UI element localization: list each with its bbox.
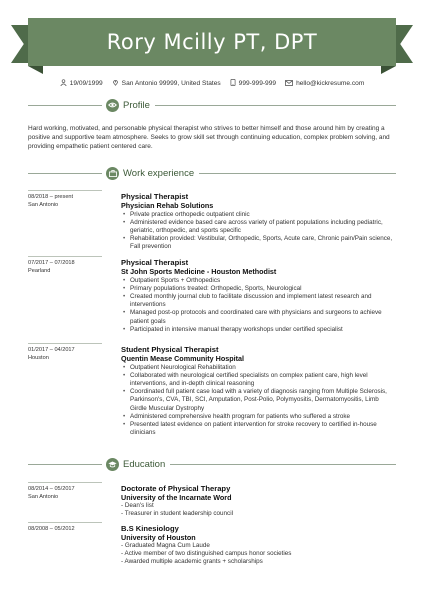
contact-birthdate <box>60 79 103 88</box>
employer: Physician Rehab Solutions <box>121 201 214 210</box>
phone-text: 999-999-999 <box>238 80 277 87</box>
detail-list <box>121 502 396 518</box>
contact-address <box>112 79 221 88</box>
bullet-item: • Coordinated full patient case load with a variety of diagnosis ranging from Multiple Sclerosis, Parkinson's, CVA, TBI, SCI, Amputation, Post-Polio, Polymyositis, Dermatomyositis, Limb Girdle Muscular Dystrophy <box>121 388 396 413</box>
entry-body <box>121 524 396 567</box>
email-text[interactable]: hello@kickresume.com <box>296 80 365 87</box>
ribbon-fold-right <box>381 66 396 74</box>
bullet-item: • Presented latest evidence on patient intervention for stroke recovery to certified in-house clinicians <box>121 421 396 437</box>
section-title: Education <box>123 458 166 470</box>
section-title: Profile <box>123 99 150 111</box>
work-section-header <box>28 166 396 180</box>
person-icon <box>60 79 67 88</box>
entry-location: Pearland <box>28 268 51 274</box>
contact-row <box>0 79 424 88</box>
bullet-item: • Primary populations treated: Orthopedic, Sports, Neurological <box>121 285 396 293</box>
profile-section-header <box>28 98 396 112</box>
detail-item: - Active member of two distinguished campus honor societies <box>121 550 292 558</box>
entry-location: Houston <box>28 355 49 361</box>
education-section-header <box>28 457 396 471</box>
bullet-item: • Rehabilitation provided: Vestibular, Orthopedic, Sports, Acute care, Chronic pain/Pain science, Fall prevention <box>121 235 396 251</box>
job-title: Physical Therapist <box>121 258 189 267</box>
school-name: University of the Incarnate Word <box>121 493 232 502</box>
detail-item: - Dean's list <box>121 502 154 509</box>
bullet-item: • Participated in intensive manual therapy workshops under certified specialist <box>121 326 396 334</box>
entry-divider <box>28 522 102 523</box>
employer: Quentin Mease Community Hospital <box>121 354 245 363</box>
detail-item: - Treasurer in student leadership council <box>121 510 234 518</box>
entry-divider <box>28 190 102 191</box>
entry-location: San Antonio <box>28 202 59 208</box>
school-name: University of Houston <box>121 533 196 542</box>
entry-divider <box>28 343 102 344</box>
candidate-name: Rory Mcilly PT, DPT <box>106 30 318 54</box>
entry-meta <box>28 193 120 209</box>
divider <box>28 464 102 465</box>
bullet-item: • Collaborated with neurological certified specialists on complex patient care, high level interventions, and in-depth clinical reasoning <box>121 372 396 388</box>
bullet-item: • Created monthly journal club to facilitate discussion and implement latest research and interventions <box>121 293 396 309</box>
divider <box>170 464 396 465</box>
entry-body <box>121 484 396 518</box>
entry-body <box>121 258 396 334</box>
entry-divider <box>28 256 102 257</box>
ribbon-main <box>28 18 396 66</box>
job-title: Physical Therapist <box>121 192 189 201</box>
bullet-list <box>121 277 396 334</box>
contact-phone <box>230 79 276 88</box>
phone-icon <box>230 79 236 88</box>
section-title: Work experience <box>123 167 195 179</box>
detail-item: - Awarded multiple academic grants + scholarships <box>121 558 263 566</box>
divider <box>28 105 102 106</box>
bullet-list <box>121 364 396 438</box>
entry-meta <box>28 346 120 362</box>
bullet-item: • Outpatient Sports + Orthopedics <box>121 277 396 285</box>
entry-dates: 01/2017 – 04/2017 <box>28 347 75 353</box>
divider <box>28 173 102 174</box>
bullet-item: • Administered evidence based care across variety of patient populations including pediatric, geriatric, orthopedic, and sports specific <box>121 219 396 235</box>
entry-meta <box>28 485 120 501</box>
profile-summary: Hard working, motivated, and personable physical therapist who strives to better himself and those around him by creating a positive and supportive team atmosphere. Seeks to grow skill set through continuing education, complex problem solving, and providing empathetic patient centered care. <box>28 125 390 150</box>
entry-divider <box>28 482 102 483</box>
entry-dates: 08/2014 – 05/2017 <box>28 486 75 492</box>
entry-dates: 08/2008 – 05/2012 <box>28 526 75 532</box>
briefcase-icon <box>106 167 119 180</box>
address-text: San Antonio 99999, United States <box>121 80 221 87</box>
bullet-item: • Administered comprehensive health program for patients who suffered a stroke <box>121 413 396 421</box>
entry-dates: 08/2018 – present <box>28 194 74 200</box>
envelope-icon <box>285 80 293 88</box>
eye-icon <box>106 99 119 112</box>
location-pin-icon <box>112 79 119 88</box>
entry-meta <box>28 525 120 533</box>
divider <box>199 173 396 174</box>
divider <box>155 105 396 106</box>
detail-item: - Graduated Magna Cum Laude <box>121 542 210 549</box>
employer: St John Sports Medicine - Houston Methodist <box>121 267 277 276</box>
detail-list <box>121 542 396 567</box>
name-banner <box>0 18 424 74</box>
entry-location: San Antonio <box>28 494 59 500</box>
degree-title: Doctorate of Physical Therapy <box>121 484 231 493</box>
graduation-cap-icon <box>106 458 119 471</box>
ribbon-fold-left <box>28 66 43 74</box>
entry-body <box>121 192 396 252</box>
entry-body <box>121 345 396 437</box>
job-title: Student Physical Therapist <box>121 345 219 354</box>
entry-meta <box>28 259 120 275</box>
entry-dates: 07/2017 – 07/2018 <box>28 260 75 266</box>
contact-email[interactable] <box>285 79 364 88</box>
degree-title: B.S Kinesiology <box>121 524 179 533</box>
bullet-item: • Managed post-op protocols and coordinated care with physicians and surgeons to achieve patient goals <box>121 309 396 325</box>
birthdate-text: 19/09/1999 <box>69 80 103 87</box>
bullet-item: • Private practice orthopedic outpatient clinic <box>121 211 396 219</box>
bullet-list <box>121 211 396 252</box>
bullet-item: • Outpatient Neurological Rehabilitation <box>121 364 396 372</box>
